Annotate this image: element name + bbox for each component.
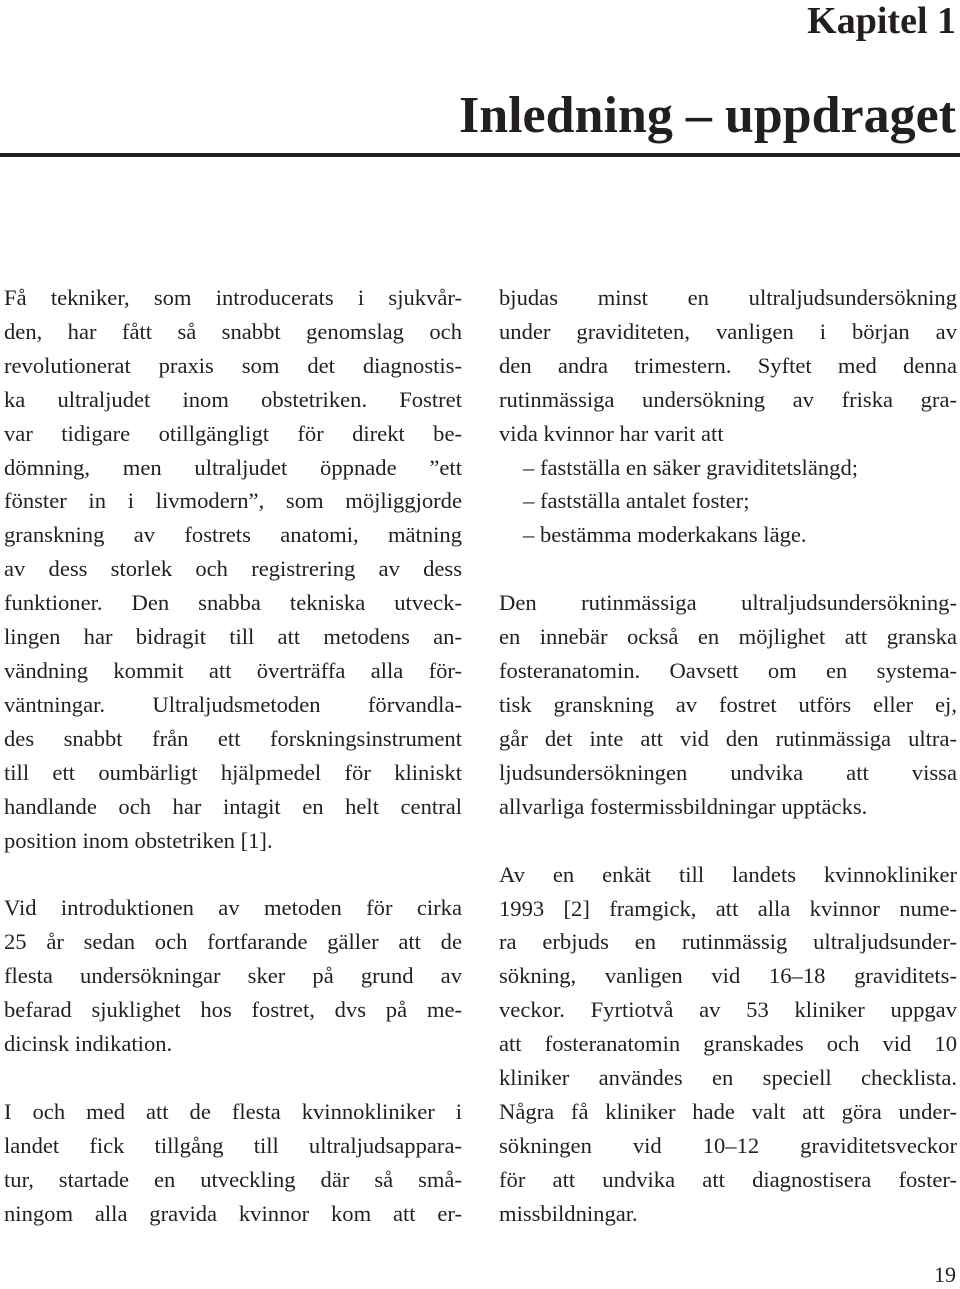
purpose-list: [499, 451, 957, 553]
text-line: rutinmässiga undersökning av friska gra-: [499, 386, 957, 412]
text-line: ljudsundersökningen undvika att vissa: [499, 759, 957, 785]
paragraph-introduction-of-method: [4, 891, 462, 1061]
text-line: tur, startade en utveckling där så små-: [4, 1166, 462, 1192]
paragraph-survey: [499, 858, 957, 1231]
text-line: sökningen vid 10–12 graviditetsveckor: [499, 1132, 957, 1158]
title-divider: [0, 153, 960, 157]
text-line: missbildningar.: [499, 1200, 638, 1226]
text-line: till ett oumbärligt hjälpmedel för kliniskt: [4, 759, 462, 785]
text-line: position inom obstetriken [1].: [4, 827, 273, 853]
text-line: allvarliga fostermissbildningar upptäcks.: [499, 793, 868, 819]
text-line: av dess storlek och registrering av dess: [4, 556, 462, 582]
text-line: 1993 [2] framgick, att alla kvinnor nume-: [499, 895, 957, 921]
text-line: en innebär också en möjlighet att granska: [499, 624, 957, 650]
text-line: I och med att de flesta kvinnokliniker i: [4, 1098, 462, 1124]
text-line: granskning av fostrets anatomi, mätning: [4, 522, 462, 548]
paragraph-routine-exam: [499, 281, 957, 451]
paragraph-intro: [4, 281, 462, 857]
text-line: väntningar. Ultraljudsmetoden förvandla-: [4, 691, 462, 717]
text-line: går det inte att vid den rutinmässiga ultra-: [499, 725, 957, 751]
paragraph-fetal-anatomy: [499, 586, 957, 823]
text-line: befarad sjuklighet hos fostret, dvs på me-: [4, 997, 462, 1023]
list-item: – fastställa antalet foster;: [523, 488, 750, 514]
text-line: veckor. Fyrtiotvå av 53 kliniker uppgav: [499, 997, 957, 1023]
list-item: – fastställa en säker graviditetslängd;: [523, 454, 859, 480]
text-line: fönster in i livmodern”, som möjliggjorde: [4, 488, 462, 514]
text-line: den, har fått så snabbt genomslag och: [4, 318, 462, 344]
text-line: tisk granskning av fostret utförs eller ej,: [499, 691, 957, 717]
text-line: revolutionerat praxis som det diagnostis-: [4, 352, 462, 378]
text-line: att fosteranatomin granskades och vid 10: [499, 1031, 957, 1057]
text-line: dömning, men ultraljudet öppnade ”ett: [4, 454, 462, 480]
chapter-label: Kapitel 1: [807, 0, 956, 42]
text-line: under graviditeten, vanligen i början av: [499, 318, 957, 344]
left-column: [4, 281, 462, 1231]
text-line: Av en enkät till landets kvinnokliniker: [499, 861, 957, 887]
text-line: kliniker användes en speciell checklista.: [499, 1065, 957, 1091]
text-line: Den rutinmässiga ultraljudsundersökning-: [499, 590, 957, 616]
text-line: vändning kommit att överträffa alla för-: [4, 657, 462, 683]
text-line: flesta undersökningar sker på grund av: [4, 963, 462, 989]
text-line: vida kvinnor har varit att: [499, 420, 724, 446]
text-line: des snabbt från ett forskningsinstrument: [4, 725, 462, 751]
text-line: fosteranatomin. Oavsett om en systema-: [499, 658, 957, 684]
text-line: landet fick tillgång till ultraljudsappara-: [4, 1132, 462, 1158]
page-number: 19: [934, 1262, 956, 1287]
text-line: bjudas minst en ultraljudsundersökning: [499, 285, 957, 310]
text-line: ra erbjuds en rutinmässig ultraljudsunder-: [499, 929, 957, 955]
chapter-title: Inledning – uppdraget: [458, 87, 956, 144]
text-line: var tidigare otillgängligt för direkt be-: [4, 420, 462, 446]
text-line: 25 år sedan och fortfarande gäller att de: [4, 929, 462, 955]
text-line: handlande och har intagit en helt central: [4, 793, 462, 819]
text-line: ningom alla gravida kvinnor kom att er-: [4, 1200, 462, 1226]
text-line: funktioner. Den snabba tekniska utveck-: [4, 590, 462, 616]
text-line: ka ultraljudet inom obstetriken. Fostret: [4, 386, 462, 412]
text-line: dicinsk indikation.: [4, 1031, 173, 1057]
paragraph-clinics: [4, 1095, 462, 1231]
text-line: lingen har bidragit till att metodens an-: [4, 624, 462, 650]
list-item: – bestämma moderkakans läge.: [523, 522, 807, 548]
text-line: för att undvika att diagnostisera foster-: [499, 1166, 957, 1192]
text-line: Några få kliniker hade valt att göra under-: [499, 1098, 957, 1124]
text-line: sökning, vanligen vid 16–18 graviditets-: [499, 963, 957, 989]
text-line: Få tekniker, som introducerats i sjukvår-: [4, 285, 462, 310]
text-line: den andra trimestern. Syftet med denna: [499, 352, 957, 378]
text-line: Vid introduktionen av metoden för cirka: [4, 895, 462, 921]
right-column: [499, 281, 957, 1231]
